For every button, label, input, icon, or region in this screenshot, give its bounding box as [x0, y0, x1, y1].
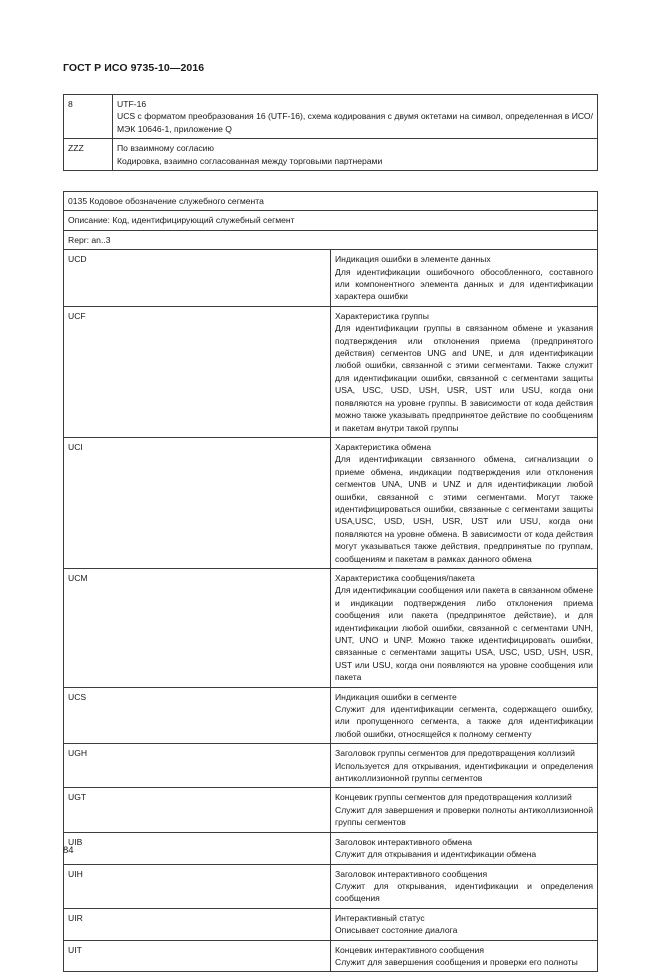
meaning-cell: [113, 139, 598, 171]
code-description: Для идентификации ошибочного обособленного, составного или компонентного элемента данных и для идентификации характера ошибки: [335, 266, 593, 302]
code-cell: UIB: [64, 832, 331, 864]
meaning-cell: [331, 568, 598, 687]
meaning-cell: [331, 306, 598, 437]
code-cell: UCD: [64, 250, 331, 307]
code-description: Служит для идентификации сегмента, содержащего ошибку, или пропущенного сегмента, а также для идентификации любой ошибки, относящейся к полному сегменту: [335, 704, 593, 739]
code-title: Характеристика сообщения/пакета: [335, 572, 475, 583]
code-cell: UCM: [64, 568, 331, 687]
code-cell: 8: [64, 95, 113, 139]
code-cell: UCF: [64, 306, 331, 437]
meaning-cell: [331, 908, 598, 940]
meaning-cell: [331, 687, 598, 744]
code-title: Концевик интерактивного сообщения: [335, 944, 484, 955]
meaning-cell: [331, 437, 598, 568]
table-row: [64, 139, 598, 171]
code-table-0135: [63, 191, 598, 972]
code-cell: UIH: [64, 864, 331, 908]
meaning-cell: [113, 95, 598, 139]
document-header: ГОСТ Р ИСО 9735-10—2016: [63, 62, 205, 74]
table-row: [64, 306, 598, 437]
code-title: Характеристика обмена: [335, 441, 431, 452]
meaning-cell: [331, 250, 598, 307]
code-description: Служит для завершения и проверки полноты антиколлизионной группы сегментов: [335, 804, 593, 828]
code-title: Заголовок группы сегментов для предотвращения коллизий: [335, 748, 575, 759]
table-row: [64, 864, 598, 908]
table-row: [64, 744, 598, 788]
code-description: Используется для открывания, идентификации и определения антиколлизионной группы сегментов: [335, 760, 593, 784]
code-title: Интерактивный статус: [335, 912, 425, 923]
table-row: [64, 95, 598, 139]
table-row: [64, 940, 598, 972]
meaning-cell: [331, 744, 598, 788]
code-description: Для идентификации группы в связанном обмене и указания подтверждения или отклонения приема (предпринятого действия) сегментов UNG and UNE, и для идентификации любой ошибки, связанной с этими сегментами. Также служит для идентификации ошибки, связанной с сегментами защиты USA, USC, USD, USH, USR, UST или USU, когда они появляются на уровне группы. В зависимости от кода действия можно также указывать предпринятое действие по сообщениям и пакетам внутри такой группы: [335, 323, 593, 433]
code-description: Служит для открывания и идентификации обмена: [335, 849, 537, 860]
code-cell: UCS: [64, 687, 331, 744]
element-title-row: [64, 192, 598, 211]
meaning-cell: [331, 940, 598, 972]
code-title: Заголовок интерактивного сообщения: [335, 868, 488, 879]
element-description-row: [64, 211, 598, 230]
code-description: Описывает состояние диалога: [335, 925, 458, 936]
code-description: Кодировка, взаимно согласованная между торговыми партнерами: [117, 155, 383, 166]
code-cell: ZZZ: [64, 139, 113, 171]
page-number: 84: [63, 845, 74, 856]
meaning-cell: [331, 864, 598, 908]
table-row: [64, 250, 598, 307]
table-row: [64, 788, 598, 832]
table-row: [64, 832, 598, 864]
code-cell: UIT: [64, 940, 331, 972]
code-title: По взаимному согласию: [117, 143, 214, 154]
code-cell: UCI: [64, 437, 331, 568]
code-title: Заголовок интерактивного обмена: [335, 836, 473, 847]
code-title: Индикация ошибки в сегменте: [335, 691, 457, 702]
code-cell: UGT: [64, 788, 331, 832]
code-description: Для идентификации сообщения или пакета в связанном обмене и индикации подтверждения либо отклонения приема сообщения или пакета (предпринятое действие), и для идентификации любой ошибки, связанной с сегментами UNH, UNT, UNO и UNP. Можно также идентифицировать ошибки, связанные с сегментами защиты USA, USC, USD, USH, USR, UST или USU, когда они появляются на уровне сообщения или пакета: [335, 585, 593, 683]
table-row: [64, 687, 598, 744]
code-description: Служит для завершения сообщения и проверки его полноты: [335, 956, 578, 967]
code-description: Служит для открывания, идентификации и определения сообщения: [335, 880, 593, 904]
code-title: Индикация ошибки в элементе данных: [335, 254, 491, 265]
code-title: UTF-16: [117, 99, 147, 109]
element-description: Описание: Код, идентифицирующий служебный сегмент: [64, 211, 598, 230]
code-description: UCS с форматом преобразования 16 (UTF-16), схема кодирования с двумя октетами на символ, определенная в ИСО/МЭК 10646-1, приложение Q: [117, 111, 593, 134]
table-row: [64, 437, 598, 568]
code-description: Для идентификации связанного обмена, сигнализации о приеме обмена, индикации подтверждения или отклонения сегментов UNA, UNB и UNZ и для идентификации любой ошибки, связанной с этими сегментами. Могут также идентифицироваться ошибки, связанные с сегментами защиты USA,USC, USD, USH, USR, UST или USU, когда они появляются на уровне обмена. В зависимости от кода действия могут указываться также действия, предпринятые по группам, сообщениям и пакетам в рамках данного обмена: [335, 454, 593, 564]
code-title: Концевик группы сегментов для предотвращения коллизий: [335, 792, 572, 803]
table-row: [64, 908, 598, 940]
code-cell: UGH: [64, 744, 331, 788]
meaning-cell: [331, 832, 598, 864]
element-repr-row: [64, 230, 598, 249]
code-cell: UIR: [64, 908, 331, 940]
table-row: [64, 568, 598, 687]
element-repr: Repr: an..3: [64, 230, 598, 249]
code-title: Характеристика группы: [335, 310, 429, 321]
element-title: 0135 Кодовое обозначение служебного сегмента: [64, 192, 598, 211]
meaning-cell: [331, 788, 598, 832]
code-table-continuation: [63, 94, 598, 171]
